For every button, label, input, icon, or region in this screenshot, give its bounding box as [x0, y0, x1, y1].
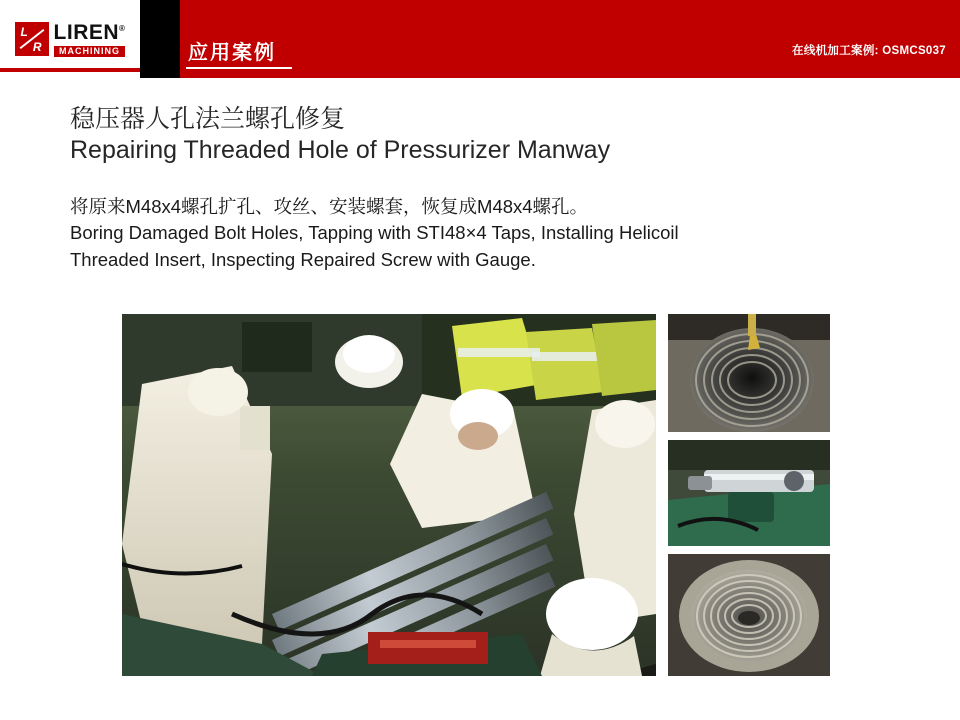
logo-tagline: MACHINING: [54, 46, 126, 57]
photo-side-2-graphic: [668, 440, 830, 546]
logo-underline: [0, 68, 140, 72]
description-block: [70, 194, 900, 273]
section-label: 应用案例: [188, 42, 276, 64]
logo-mark-icon: [15, 22, 49, 56]
header-black-tab: [140, 0, 180, 78]
photo-gallery: [122, 314, 830, 676]
photo-main-graphic: [122, 314, 656, 676]
logo-name-text: LIREN: [53, 20, 120, 44]
description-english-line-1: Boring Damaged Bolt Holes, Tapping with STI48×4 Taps, Installing Helicoil: [70, 222, 679, 244]
page-title: [70, 104, 910, 167]
slide-body: [0, 78, 960, 720]
description-chinese: 将原来M48x4螺孔扩孔、攻丝、安装螺套，恢复成M48x4螺孔。: [70, 196, 589, 217]
photo-main-worksite: [122, 314, 656, 676]
case-code: 在线机加工案例: OSMCS037: [792, 45, 946, 57]
logo-mark-left-letter: L: [20, 25, 28, 39]
photo-side-1-graphic: [668, 314, 830, 432]
photo-boring-machine: [668, 440, 830, 546]
header-band: [0, 0, 960, 78]
description-english-line-2: Threaded Insert, Inspecting Repaired Screw with Gauge.: [70, 248, 536, 270]
photo-bored-hole-closeup: [668, 314, 830, 432]
section-label-underline: [186, 67, 292, 69]
logo-company-name: [54, 22, 126, 43]
title-english: Repairing Threaded Hole of Pressurizer Manway: [70, 136, 611, 165]
title-chinese: 稳压器人孔法兰螺孔修复: [70, 105, 346, 133]
logo-registered-mark: ®: [119, 23, 126, 33]
photo-repaired-insert-hole: [668, 554, 830, 676]
photo-side-3-graphic: [668, 554, 830, 676]
company-logo: [0, 0, 140, 78]
logo-mark-right-letter: R: [32, 40, 42, 54]
